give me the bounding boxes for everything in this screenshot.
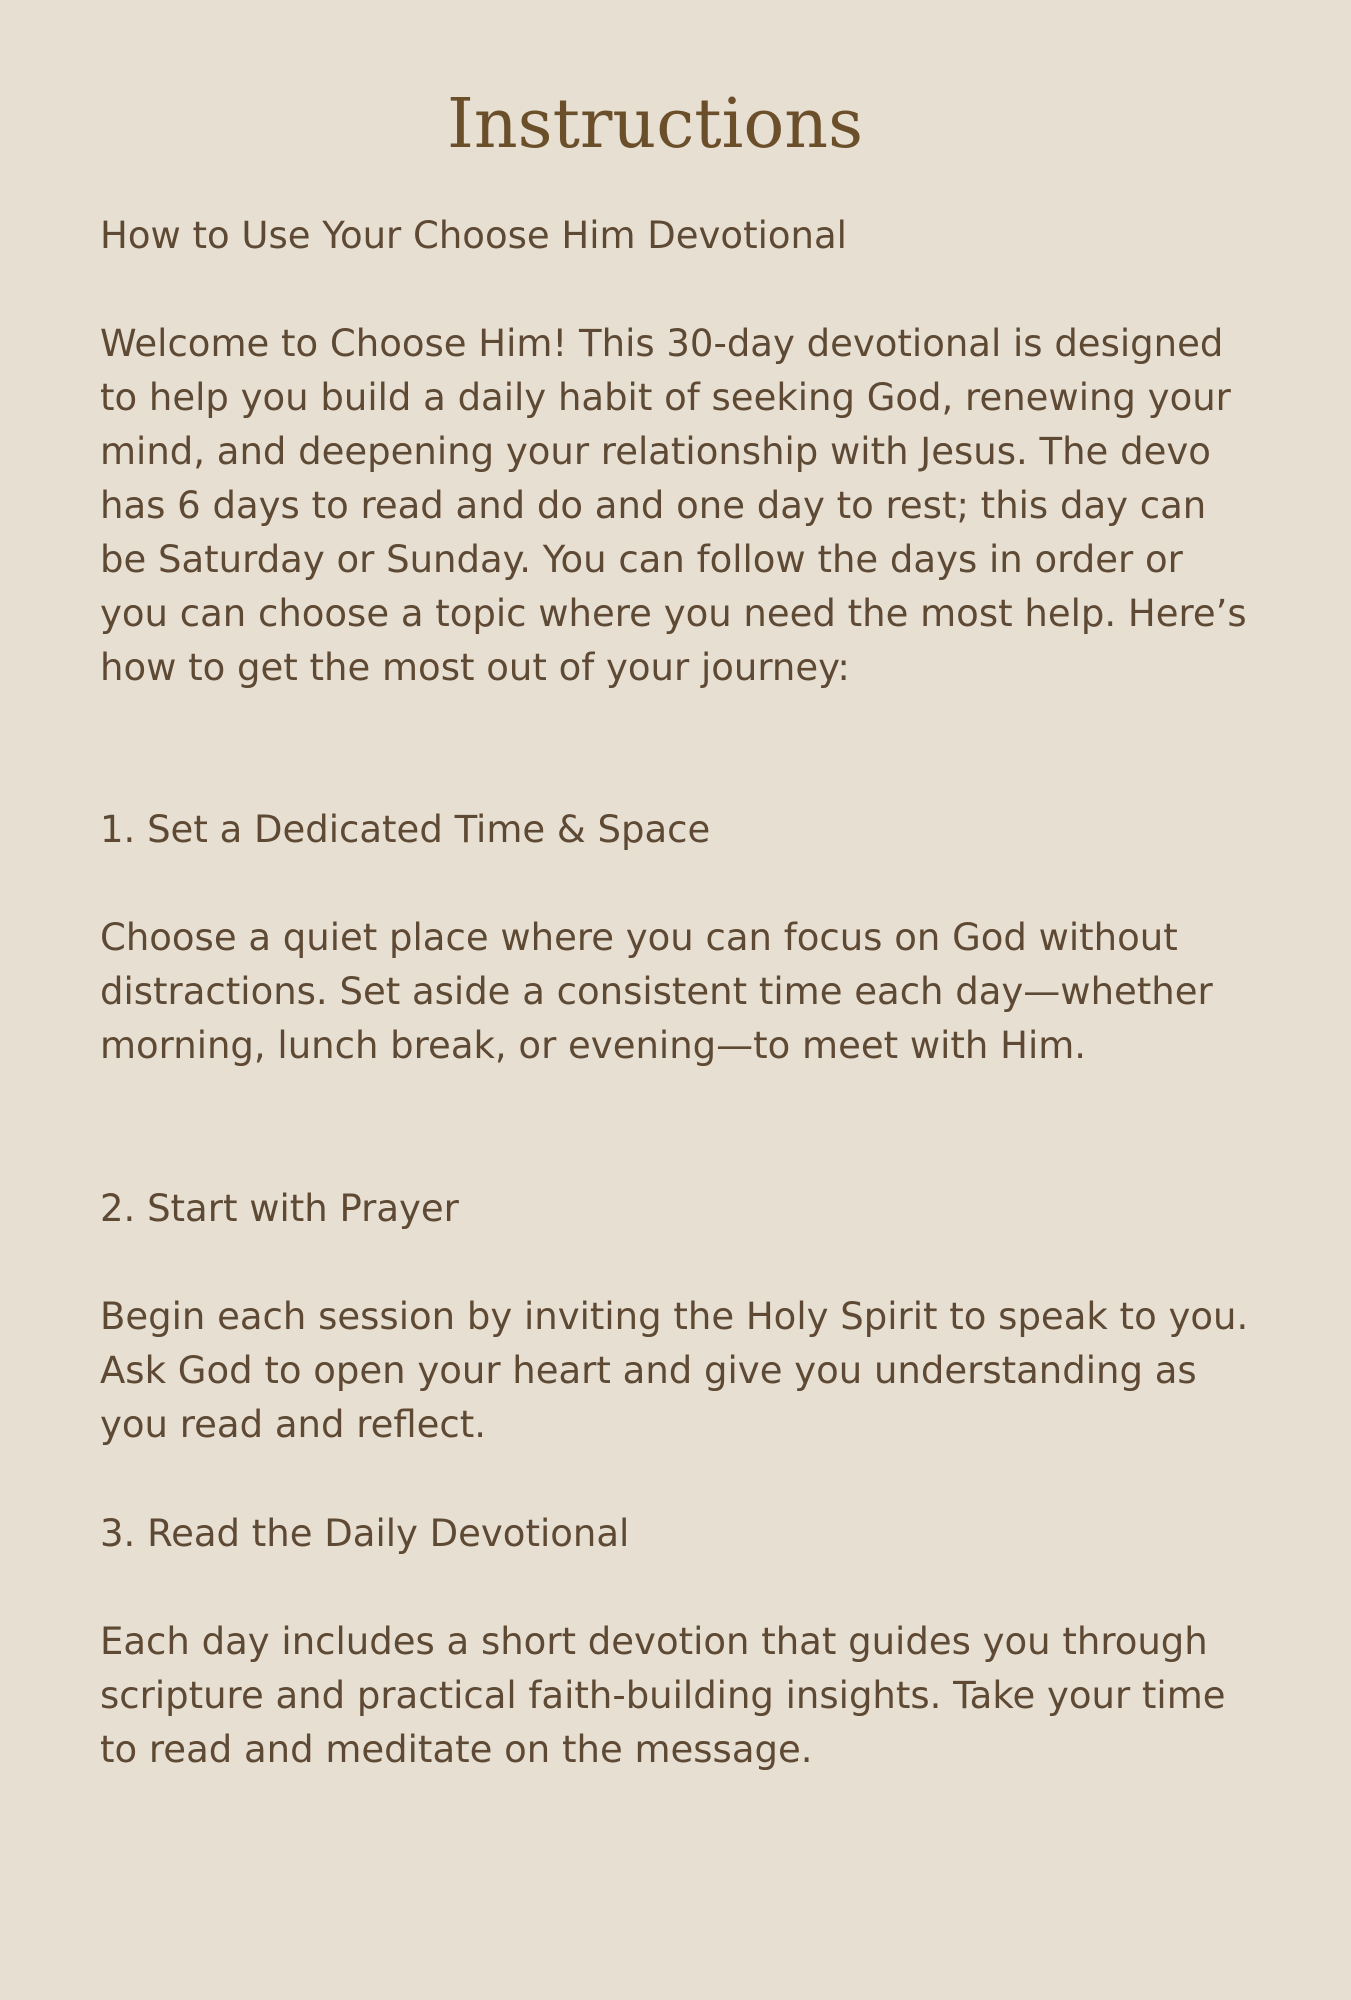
intro-paragraph: Welcome to Choose Him! This 30-day devotional is designed to help you build a daily habit of seeking God, renewing your mind, and deepening your relationship with Jesus. The devo has 6 days to read and do and one day to rest; this day can be Saturday or Sunday. You can follow the days in order or you can choose a topic where you need the most help. Here’s how to get the most out of your journey: [100, 322, 1247, 689]
section-body-daily-devotional: Each day includes a short devotion that guides you through scripture and practical faith-building insights. Take your time to read and meditate on the message. [100, 1620, 1226, 1771]
page-title: Instructions [447, 85, 863, 164]
section-body-time-space: Choose a quiet place where you can focus on God without distractions. Set aside a consistent time each day—whether morning, lunch break, or evening—to meet with Him. [100, 916, 1213, 1067]
section-heading-prayer: 2. Start with Prayer [100, 1187, 459, 1230]
page-subtitle: How to Use Your Choose Him Devotional [100, 214, 847, 257]
section-heading-time-space: 1. Set a Dedicated Time & Space [100, 808, 711, 851]
section-heading-daily-devotional: 3. Read the Daily Devotional [100, 1512, 630, 1555]
section-body-prayer: Begin each session by inviting the Holy Spirit to speak to you. Ask God to open your heart and give you understanding as you read and reflect. [100, 1295, 1249, 1446]
